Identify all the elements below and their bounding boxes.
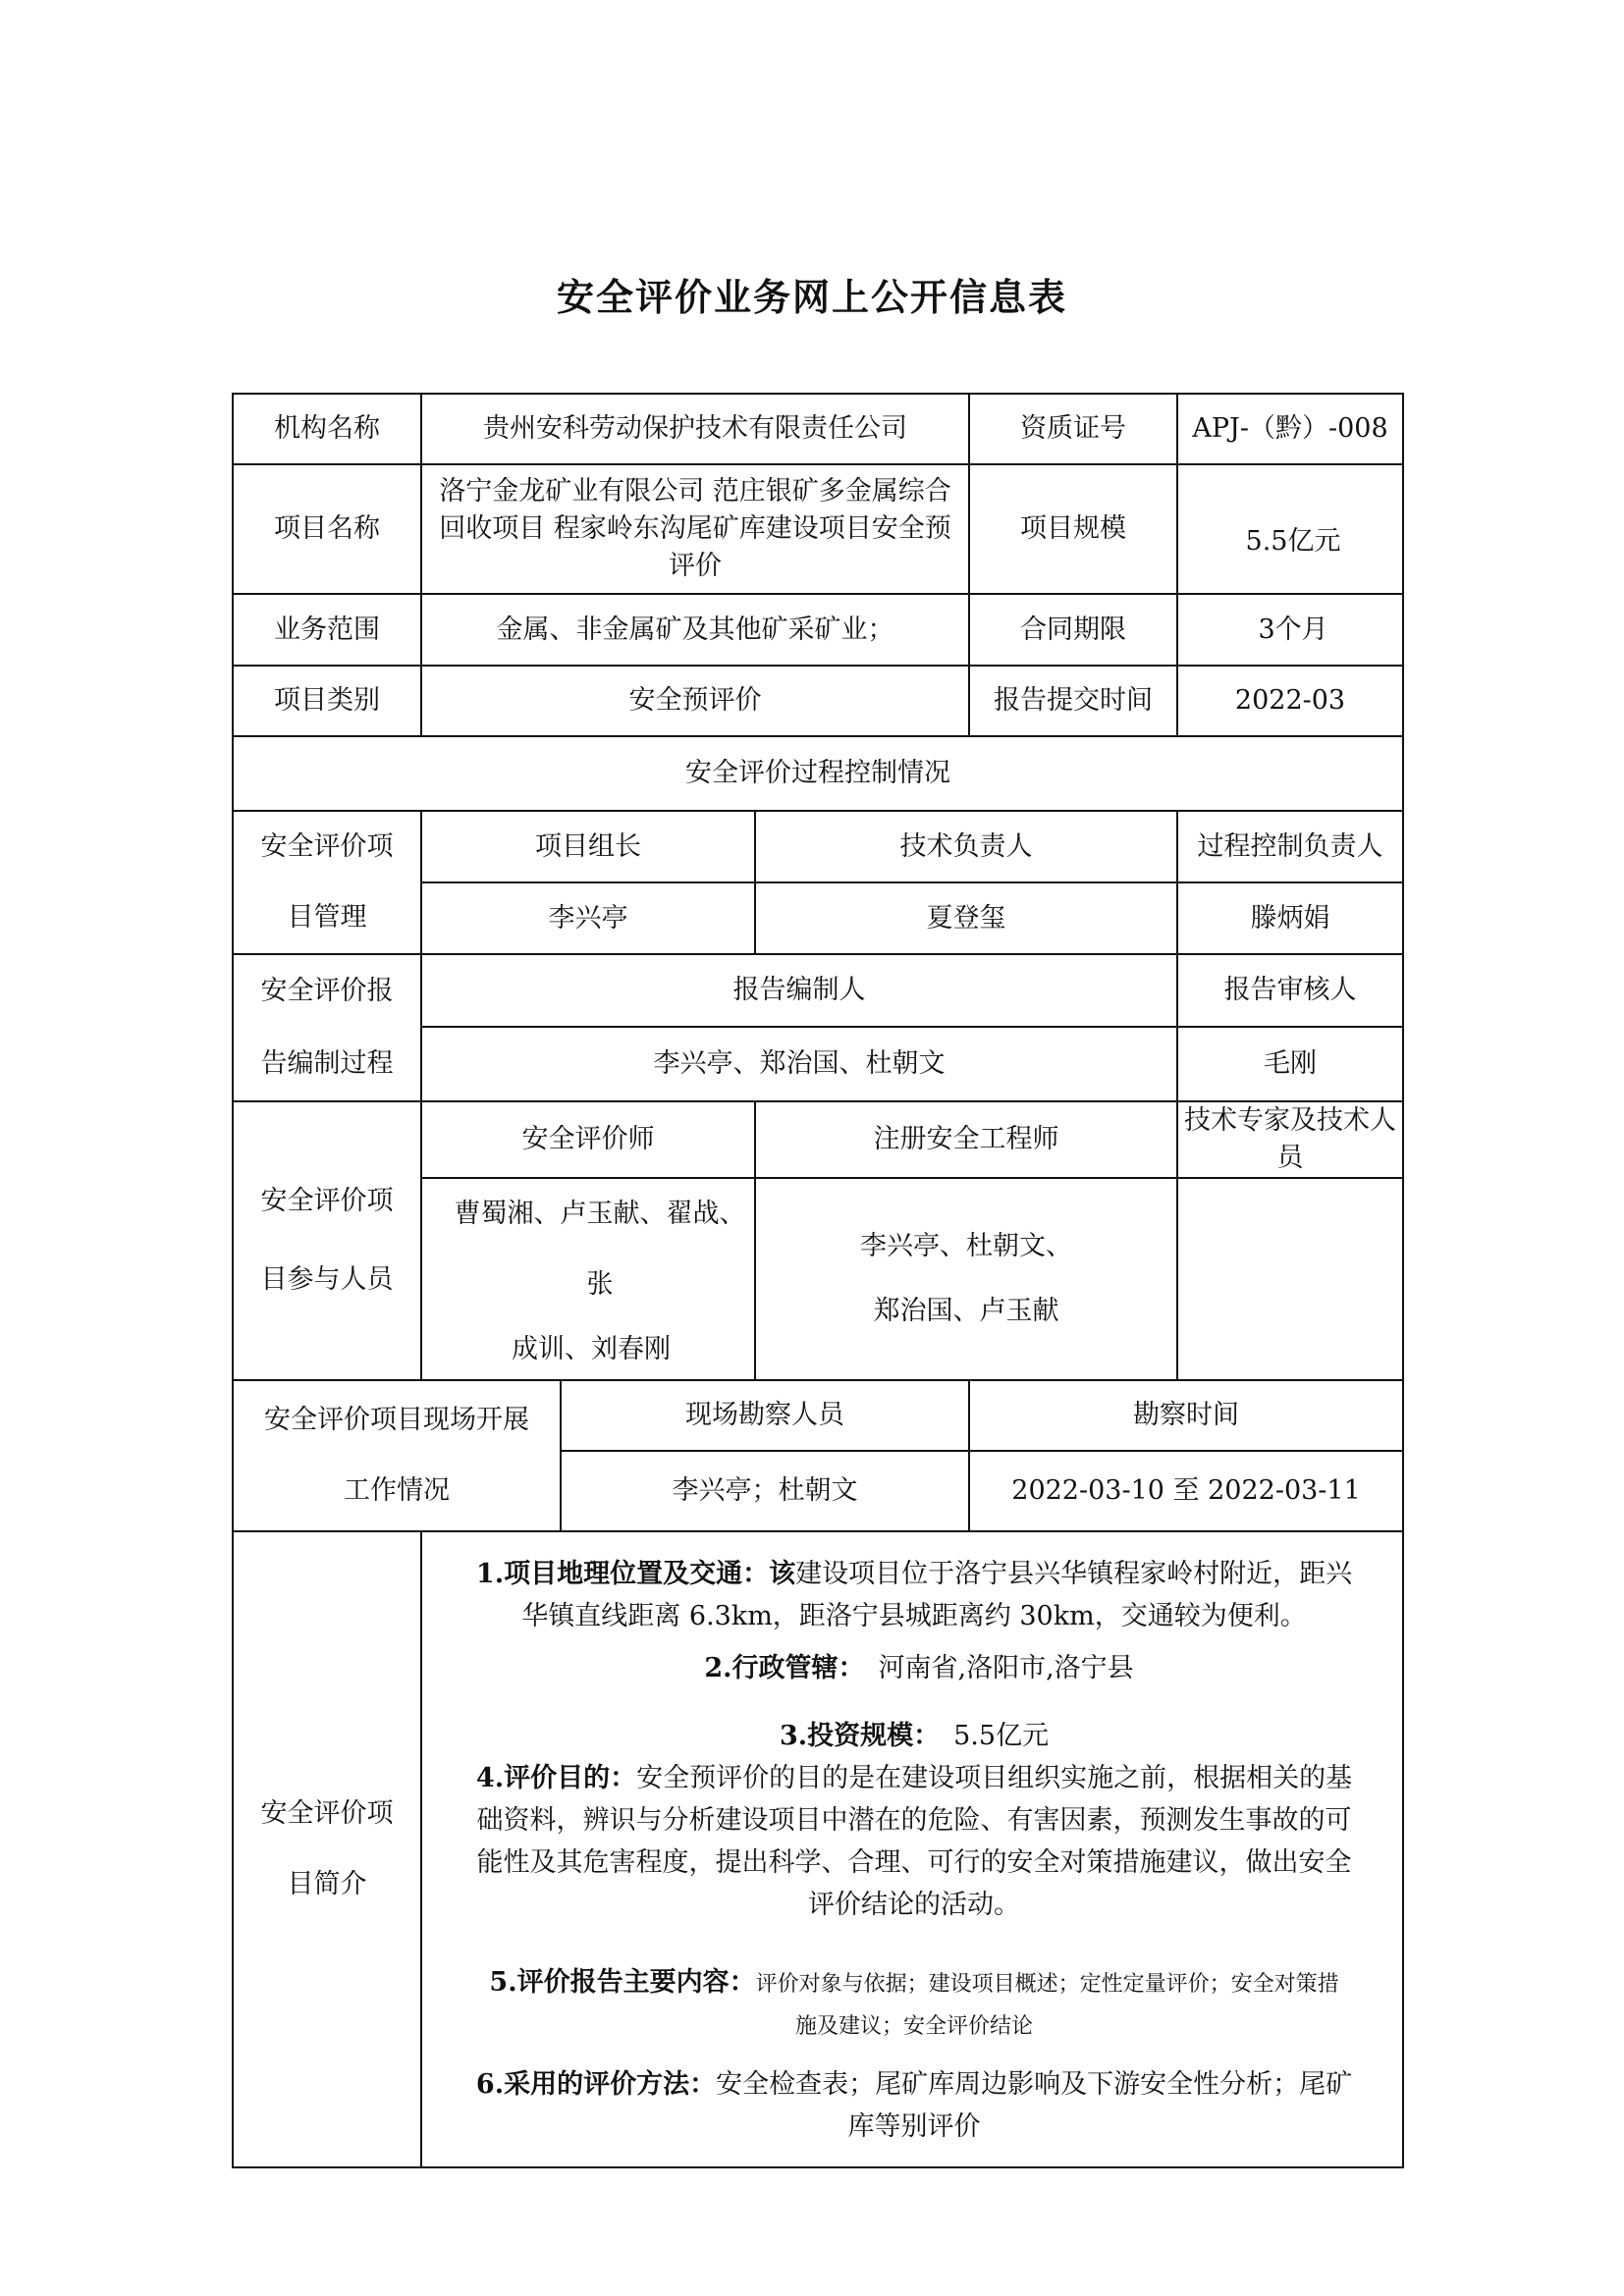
org-label: 机构名称 bbox=[233, 394, 421, 464]
author-label: 报告编制人 bbox=[421, 954, 1177, 1027]
scale-value: 5.5亿元 bbox=[1177, 464, 1403, 594]
table-row bbox=[233, 594, 1403, 666]
item4-line4: 评价结论的活动。 bbox=[808, 1889, 1021, 1920]
item6-line1: 安全检查表；尾矿库周边影响及下游安全性分析；尾矿 bbox=[716, 2068, 1353, 2100]
scope-value: 金属、非金属矿及其他矿采矿业； bbox=[421, 594, 969, 666]
item3-title: 3.投资规模： bbox=[779, 1720, 941, 1751]
project-value: 洛宁金龙矿业有限公司 范庄银矿多金属综合回收项目 程家岭东沟尾矿库建设项目安全预评价 bbox=[421, 464, 969, 594]
intro-label-line2: 目简介 bbox=[287, 1868, 367, 1899]
intro-item2 bbox=[436, 1647, 1392, 1689]
evaluator-line1: 曹蜀湘、卢玉献、翟战、张 bbox=[454, 1198, 746, 1300]
item2-text: 河南省,洛阳市,洛宁县 bbox=[878, 1652, 1134, 1683]
table-row bbox=[233, 811, 1403, 882]
participants-label-line1: 安全评价项 bbox=[260, 1185, 394, 1216]
author-value: 李兴亭、郑治国、杜朝文 bbox=[421, 1027, 1177, 1101]
item6-title: 6.采用的评价方法： bbox=[475, 2068, 717, 2100]
table-row bbox=[233, 736, 1403, 811]
report-label-line2: 告编制过程 bbox=[260, 1048, 394, 1079]
org-value: 贵州安科劳动保护技术有限责任公司 bbox=[421, 394, 969, 464]
item1-line2: 华镇直线距离 6.3km，距洛宁县城距离约 30km，交通较为便利。 bbox=[521, 1600, 1307, 1631]
reviewer-label: 报告审核人 bbox=[1177, 954, 1403, 1027]
intro-label bbox=[233, 1531, 421, 2167]
engineer-line2: 郑治国、卢玉献 bbox=[873, 1295, 1059, 1326]
process-header: 安全评价过程控制情况 bbox=[233, 736, 1403, 811]
table-row bbox=[233, 954, 1403, 1027]
surveyor-label: 现场勘察人员 bbox=[561, 1380, 969, 1451]
control-value: 滕炳娟 bbox=[1177, 882, 1403, 954]
table-row bbox=[233, 1380, 1403, 1451]
expert-value bbox=[1177, 1178, 1403, 1380]
time-label: 勘察时间 bbox=[969, 1380, 1403, 1451]
engineer-line1: 李兴亭、杜朝文、 bbox=[860, 1230, 1073, 1261]
reviewer-value: 毛刚 bbox=[1177, 1027, 1403, 1101]
scale-label: 项目规模 bbox=[969, 464, 1177, 594]
table-row bbox=[233, 464, 1403, 594]
category-value: 安全预评价 bbox=[421, 666, 969, 736]
intro-item4 bbox=[436, 1757, 1392, 1799]
table-row bbox=[233, 666, 1403, 736]
item1-line1: 建设项目位于洛宁县兴华镇程家岭村附近，距兴 bbox=[795, 1558, 1353, 1589]
item5-line2: 施及建议；安全评价结论 bbox=[795, 2013, 1034, 2039]
site-label-line1: 安全评价项目现场开展 bbox=[264, 1404, 529, 1435]
intro-content bbox=[421, 1531, 1403, 2167]
page-title: 安全评价业务网上公开信息表 bbox=[556, 275, 1067, 319]
submit-label: 报告提交时间 bbox=[969, 666, 1177, 736]
report-label bbox=[233, 954, 421, 1101]
leader-value: 李兴亭 bbox=[421, 882, 755, 954]
table-row bbox=[233, 1101, 1403, 1178]
period-value: 3个月 bbox=[1177, 594, 1403, 666]
evaluator-line2: 成训、刘春刚 bbox=[512, 1333, 671, 1364]
control-label: 过程控制负责人 bbox=[1177, 811, 1403, 882]
participants-label bbox=[233, 1101, 421, 1380]
item4-title: 4.评价目的： bbox=[475, 1762, 637, 1793]
spacer bbox=[436, 2048, 1392, 2063]
evaluator-value bbox=[421, 1178, 755, 1380]
evaluator-label: 安全评价师 bbox=[421, 1101, 755, 1178]
tech-label: 技术负责人 bbox=[755, 811, 1177, 882]
item2-title: 2.行政管辖： bbox=[704, 1652, 865, 1683]
intro-item5 bbox=[436, 1961, 1392, 2005]
intro-item3 bbox=[436, 1715, 1392, 1757]
item4-line3: 能性及其危害程度，提出科学、合理、可行的安全对策措施建议，做出安全 bbox=[476, 1846, 1352, 1878]
spacer bbox=[436, 1689, 1392, 1715]
site-label-line2: 工作情况 bbox=[344, 1474, 450, 1506]
participants-label-line2: 目参与人员 bbox=[260, 1263, 394, 1295]
scope-label: 业务范围 bbox=[233, 594, 421, 666]
intro-item6 bbox=[436, 2063, 1392, 2106]
intro-label-line1: 安全评价项 bbox=[260, 1797, 394, 1829]
management-label-line2: 目管理 bbox=[287, 902, 367, 933]
management-label bbox=[233, 811, 421, 954]
engineer-label: 注册安全工程师 bbox=[755, 1101, 1177, 1178]
spacer bbox=[436, 1926, 1392, 1961]
leader-label: 项目组长 bbox=[421, 811, 755, 882]
item6-line2: 库等别评价 bbox=[847, 2110, 981, 2142]
item5-line1: 评价对象与依据；建设项目概述；定性定量评价；安全对策措 bbox=[755, 1971, 1339, 1997]
expert-label: 技术专家及技术人员 bbox=[1177, 1101, 1403, 1178]
period-label: 合同期限 bbox=[969, 594, 1177, 666]
item5-title: 5.评价报告主要内容： bbox=[489, 1966, 756, 1998]
submit-value: 2022-03 bbox=[1177, 666, 1403, 736]
table-row bbox=[233, 394, 1403, 464]
item4-line2: 础资料，辨识与分析建设项目中潜在的危险、有害因素，预测发生事故的可 bbox=[476, 1804, 1352, 1836]
intro-item1 bbox=[436, 1553, 1392, 1595]
tech-value: 夏登玺 bbox=[755, 882, 1177, 954]
site-label bbox=[233, 1380, 561, 1531]
table-row bbox=[233, 1531, 1403, 2167]
time-value: 2022-03-10 至 2022-03-11 bbox=[969, 1451, 1403, 1531]
cert-label: 资质证号 bbox=[969, 394, 1177, 464]
item1-title: 1.项目地理位置及交通：该 bbox=[475, 1558, 796, 1589]
report-label-line1: 安全评价报 bbox=[260, 976, 394, 1006]
cert-value: APJ-（黔）-008 bbox=[1177, 394, 1403, 464]
item4-line1: 安全预评价的目的是在建设项目组织实施之前，根据相关的基 bbox=[636, 1762, 1353, 1793]
surveyor-value: 李兴亭；杜朝文 bbox=[561, 1451, 969, 1531]
project-label: 项目名称 bbox=[233, 464, 421, 594]
engineer-value bbox=[755, 1178, 1177, 1380]
management-label-line1: 安全评价项 bbox=[260, 831, 394, 862]
category-label: 项目类别 bbox=[233, 666, 421, 736]
item3-text: 5.5亿元 bbox=[953, 1720, 1050, 1751]
info-table bbox=[232, 393, 1404, 2168]
